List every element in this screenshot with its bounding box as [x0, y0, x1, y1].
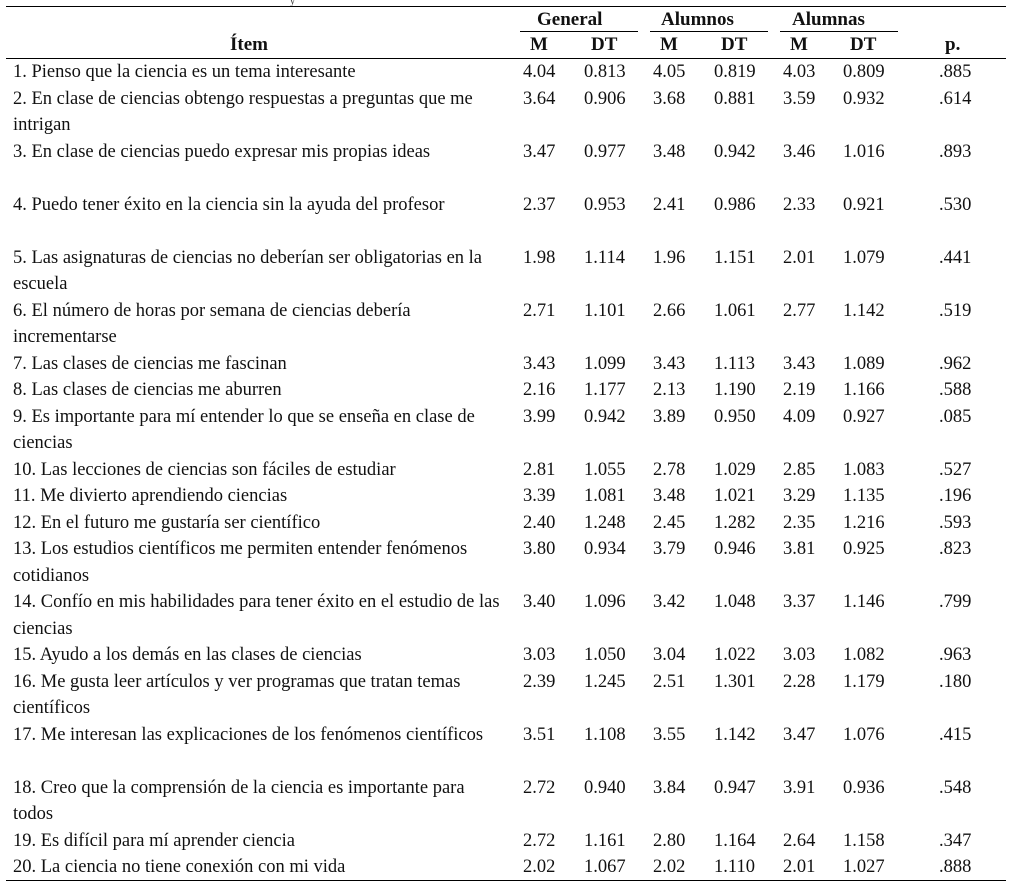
cell-p-value: .962	[939, 353, 972, 374]
cell-m-alumnas: 3.29	[783, 486, 816, 506]
cell-dt-general: 1.099	[584, 353, 626, 374]
item-text: 17. Me interesan las explicaciones de los fenómenos científicos	[13, 724, 484, 745]
table-row	[0, 245, 1017, 298]
item-text: 12. En el futuro me gustaría ser científico	[13, 512, 321, 533]
group-rule-alumnos	[650, 31, 768, 32]
cell-dt-alumnos: 1.151	[714, 247, 756, 268]
table-row	[0, 404, 1017, 457]
cell-m-general: 3.40	[523, 592, 556, 612]
cell-dt-general: 0.942	[584, 406, 626, 427]
cell-dt-general: 0.953	[584, 194, 626, 215]
table-row	[0, 828, 1017, 855]
table-row	[0, 854, 1017, 881]
cell-m-general: 2.39	[523, 671, 556, 692]
cell-dt-general: 0.934	[584, 539, 626, 559]
cell-dt-general: 1.096	[584, 592, 626, 612]
cell-m-alumnas: 3.47	[783, 724, 816, 745]
cell-m-alumnas: 3.37	[783, 592, 816, 612]
table-row	[0, 86, 1017, 139]
cell-dt-alumnas: 0.932	[843, 88, 885, 109]
cell-p-value: .085	[939, 406, 972, 427]
cell-m-alumnos: 3.55	[653, 724, 686, 745]
cell-dt-alumnas: 1.179	[843, 671, 885, 692]
cell-m-alumnos: 2.02	[653, 857, 686, 877]
cell-dt-alumnas: 0.921	[843, 194, 885, 215]
cell-m-alumnas: 3.91	[783, 777, 816, 798]
cell-m-alumnos: 2.66	[653, 300, 686, 321]
item-text: 2. En clase de ciencias obtengo respuestas a preguntas que me intrigan	[13, 88, 473, 135]
table-row	[0, 536, 1017, 589]
cell-p-value: .885	[939, 62, 972, 82]
item-text: 5. Las asignaturas de ciencias no deberían ser obligatorias en la escuela	[13, 247, 483, 294]
cell-dt-alumnas: 1.135	[843, 486, 885, 506]
item-text: 1. Pienso que la ciencia es un tema interesante	[13, 62, 356, 82]
group-rule-general	[520, 31, 638, 32]
bottom-rule	[6, 880, 1006, 881]
cell-m-alumnos: 3.04	[653, 645, 686, 665]
cell-dt-alumnas: 1.076	[843, 724, 885, 745]
cell-m-general: 3.80	[523, 539, 556, 559]
cell-dt-general: 1.101	[584, 300, 626, 321]
cell-dt-alumnas: 0.927	[843, 406, 885, 427]
cell-dt-alumnos: 1.282	[714, 512, 756, 533]
item-text: 6. El número de horas por semana de ciencias debería incrementarse	[13, 300, 411, 347]
cell-dt-general: 0.813	[584, 62, 626, 82]
cell-m-general: 3.51	[523, 724, 556, 745]
cell-m-general: 2.37	[523, 194, 556, 215]
cell-dt-general: 0.906	[584, 88, 626, 109]
cell-dt-general: 1.161	[584, 830, 626, 851]
cell-dt-alumnas: 0.936	[843, 777, 885, 798]
cell-m-alumnas: 2.35	[783, 512, 816, 533]
top-rule	[6, 6, 1006, 7]
table-row	[0, 642, 1017, 669]
cell-dt-alumnas: 1.166	[843, 380, 885, 400]
cell-m-alumnos: 2.41	[653, 194, 686, 215]
cell-m-alumnas: 2.19	[783, 380, 816, 400]
cell-p-value: .963	[939, 645, 972, 665]
item-column-header: Ítem	[230, 34, 268, 55]
cell-m-alumnas: 3.43	[783, 353, 816, 374]
item-text: 3. En clase de ciencias puedo expresar mis propias ideas	[13, 141, 431, 162]
cell-m-alumnos: 4.05	[653, 62, 686, 82]
cell-m-alumnos: 3.43	[653, 353, 686, 374]
cell-dt-alumnos: 1.022	[714, 645, 756, 665]
item-text: 20. La ciencia no tiene conexión con mi vida	[13, 857, 346, 877]
cell-dt-alumnos: 1.301	[714, 671, 756, 692]
cell-m-general: 2.72	[523, 777, 556, 798]
cell-m-alumnas: 4.03	[783, 62, 816, 82]
cell-p-value: .196	[939, 486, 972, 506]
table-row	[0, 589, 1017, 642]
cell-dt-alumnos: 1.164	[714, 830, 756, 851]
cell-dt-alumnos: 0.942	[714, 141, 756, 162]
item-text: 10. Las lecciones de ciencias son fáciles de estudiar	[13, 459, 396, 480]
cell-dt-alumnos: 0.947	[714, 777, 756, 798]
cell-dt-general: 0.977	[584, 141, 626, 162]
cell-p-value: .180	[939, 671, 972, 692]
cell-dt-general: 1.248	[584, 512, 626, 533]
cell-dt-general: 1.245	[584, 671, 626, 692]
cell-dt-general: 0.940	[584, 777, 626, 798]
cell-dt-alumnas: 1.083	[843, 459, 885, 480]
cell-dt-alumnas: 1.079	[843, 247, 885, 268]
cell-dt-alumnas: 1.089	[843, 353, 885, 374]
cell-dt-alumnos: 0.819	[714, 62, 756, 82]
cell-dt-general: 1.114	[584, 247, 625, 268]
cell-p-value: .530	[939, 194, 972, 215]
cell-m-alumnos: 3.79	[653, 539, 686, 559]
cell-m-alumnas: 3.03	[783, 645, 816, 665]
table-row	[0, 669, 1017, 722]
cell-m-alumnos: 2.45	[653, 512, 686, 533]
cell-m-alumnos: 2.13	[653, 380, 686, 400]
cell-m-alumnos: 3.84	[653, 777, 686, 798]
table-row	[0, 377, 1017, 404]
item-text: 13. Los estudios científicos me permiten entender fenómenos cotidianos	[13, 539, 468, 586]
cell-dt-alumnos: 1.110	[714, 857, 755, 877]
item-text: 19. Es difícil para mí aprender ciencia	[13, 830, 295, 851]
cell-m-general: 1.98	[523, 247, 556, 268]
cell-p-value: .441	[939, 247, 972, 268]
cell-p-value: .799	[939, 592, 972, 612]
item-text: 18. Creo que la comprensión de la ciencia es importante para todos	[13, 777, 465, 824]
cell-m-alumnos: 2.78	[653, 459, 686, 480]
col-header-m-alumnos: M	[660, 34, 678, 55]
cell-m-general: 3.43	[523, 353, 556, 374]
cell-m-alumnas: 3.46	[783, 141, 816, 162]
cell-p-value: .823	[939, 539, 972, 559]
item-text: 9. Es importante para mí entender lo que se enseña en clase de ciencias	[13, 406, 475, 453]
cell-m-alumnas: 2.85	[783, 459, 816, 480]
table-row	[0, 192, 1017, 245]
cell-m-general: 2.02	[523, 857, 556, 877]
cell-dt-alumnos: 1.113	[714, 353, 755, 374]
cell-dt-alumnas: 1.158	[843, 830, 885, 851]
cell-m-alumnas: 2.33	[783, 194, 816, 215]
cell-m-general: 2.16	[523, 380, 556, 400]
cell-m-general: 2.81	[523, 459, 556, 480]
table-row	[0, 457, 1017, 484]
group-rule-alumnas	[780, 31, 898, 32]
group-header-alumnos: Alumnos	[661, 9, 734, 30]
cell-m-alumnos: 3.68	[653, 88, 686, 109]
cell-p-value: .527	[939, 459, 972, 480]
cell-m-alumnos: 1.96	[653, 247, 686, 268]
cell-dt-alumnos: 0.881	[714, 88, 756, 109]
cell-m-alumnas: 2.01	[783, 247, 816, 268]
cell-m-alumnas: 4.09	[783, 406, 816, 427]
cell-m-alumnos: 2.51	[653, 671, 686, 692]
cell-dt-alumnas: 1.027	[843, 857, 885, 877]
cell-dt-alumnos: 1.021	[714, 486, 756, 506]
table-row	[0, 59, 1017, 86]
table-row	[0, 298, 1017, 351]
col-header-m-general: M	[530, 34, 548, 55]
col-header-dt-alumnos: DT	[721, 34, 748, 55]
cell-dt-alumnas: 1.216	[843, 512, 885, 533]
table-row	[0, 775, 1017, 828]
cell-dt-alumnas: 0.809	[843, 62, 885, 82]
cell-dt-alumnos: 1.048	[714, 592, 756, 612]
cell-dt-alumnas: 1.082	[843, 645, 885, 665]
cell-m-alumnas: 2.28	[783, 671, 816, 692]
cell-dt-alumnos: 1.061	[714, 300, 756, 321]
cell-dt-alumnos: 1.142	[714, 724, 756, 745]
cell-m-alumnos: 2.80	[653, 830, 686, 851]
cell-m-alumnas: 3.81	[783, 539, 816, 559]
cell-dt-alumnas: 1.142	[843, 300, 885, 321]
table-row	[0, 722, 1017, 775]
cell-m-alumnas: 2.64	[783, 830, 816, 851]
cell-m-general: 4.04	[523, 62, 556, 82]
cell-m-general: 3.39	[523, 486, 556, 506]
cell-dt-alumnos: 0.950	[714, 406, 756, 427]
cell-dt-alumnas: 1.016	[843, 141, 885, 162]
cell-p-value: .888	[939, 857, 972, 877]
cell-p-value: .588	[939, 380, 972, 400]
table-row	[0, 510, 1017, 537]
cell-m-alumnos: 3.89	[653, 406, 686, 427]
table-row	[0, 351, 1017, 378]
group-header-general: General	[537, 9, 603, 30]
item-text: 8. Las clases de ciencias me aburren	[13, 380, 282, 400]
cell-dt-alumnas: 0.925	[843, 539, 885, 559]
cell-m-alumnos: 3.48	[653, 486, 686, 506]
cell-m-general: 3.99	[523, 406, 556, 427]
item-text: 14. Confío en mis habilidades para tener éxito en el estudio de las ciencias	[13, 592, 500, 639]
cell-m-general: 3.03	[523, 645, 556, 665]
table-row	[0, 139, 1017, 192]
col-header-p: p.	[945, 34, 961, 55]
cell-p-value: .415	[939, 724, 972, 745]
cell-dt-general: 1.050	[584, 645, 626, 665]
item-text: 11. Me divierto aprendiendo ciencias	[13, 486, 288, 506]
item-text: 16. Me gusta leer artículos y ver programas que tratan temas científicos	[13, 671, 461, 718]
cell-m-alumnas: 2.77	[783, 300, 816, 321]
col-header-dt-general: DT	[591, 34, 618, 55]
cell-dt-alumnos: 1.029	[714, 459, 756, 480]
cell-dt-alumnos: 0.986	[714, 194, 756, 215]
cell-m-general: 2.71	[523, 300, 556, 321]
cell-p-value: .548	[939, 777, 972, 798]
cell-m-alumnas: 3.59	[783, 88, 816, 109]
cell-dt-alumnos: 0.946	[714, 539, 756, 559]
cell-dt-alumnos: 1.190	[714, 380, 756, 400]
cell-dt-general: 1.177	[584, 380, 626, 400]
cell-m-general: 2.72	[523, 830, 556, 851]
col-header-dt-alumnas: DT	[850, 34, 877, 55]
cell-m-alumnos: 3.48	[653, 141, 686, 162]
cell-dt-general: 1.055	[584, 459, 626, 480]
cell-dt-general: 1.108	[584, 724, 626, 745]
cell-p-value: .593	[939, 512, 972, 533]
cell-dt-general: 1.067	[584, 857, 626, 877]
item-text: 4. Puedo tener éxito en la ciencia sin la ayuda del profesor	[13, 194, 445, 215]
cell-p-value: .893	[939, 141, 972, 162]
cell-m-alumnos: 3.42	[653, 592, 686, 612]
col-header-m-alumnas: M	[790, 34, 808, 55]
cell-m-general: 2.40	[523, 512, 556, 533]
table-row	[0, 483, 1017, 510]
cell-p-value: .347	[939, 830, 972, 851]
item-text: 15. Ayudo a los demás en las clases de ciencias	[13, 645, 362, 665]
cell-m-general: 3.47	[523, 141, 556, 162]
cell-m-alumnas: 2.01	[783, 857, 816, 877]
cell-p-value: .519	[939, 300, 972, 321]
cell-p-value: .614	[939, 88, 972, 109]
group-header-alumnas: Alumnas	[792, 9, 865, 30]
cell-dt-alumnas: 1.146	[843, 592, 885, 612]
top-fragment-text: y	[290, 0, 295, 7]
cell-m-general: 3.64	[523, 88, 556, 109]
cell-dt-general: 1.081	[584, 486, 626, 506]
item-text: 7. Las clases de ciencias me fascinan	[13, 353, 287, 374]
